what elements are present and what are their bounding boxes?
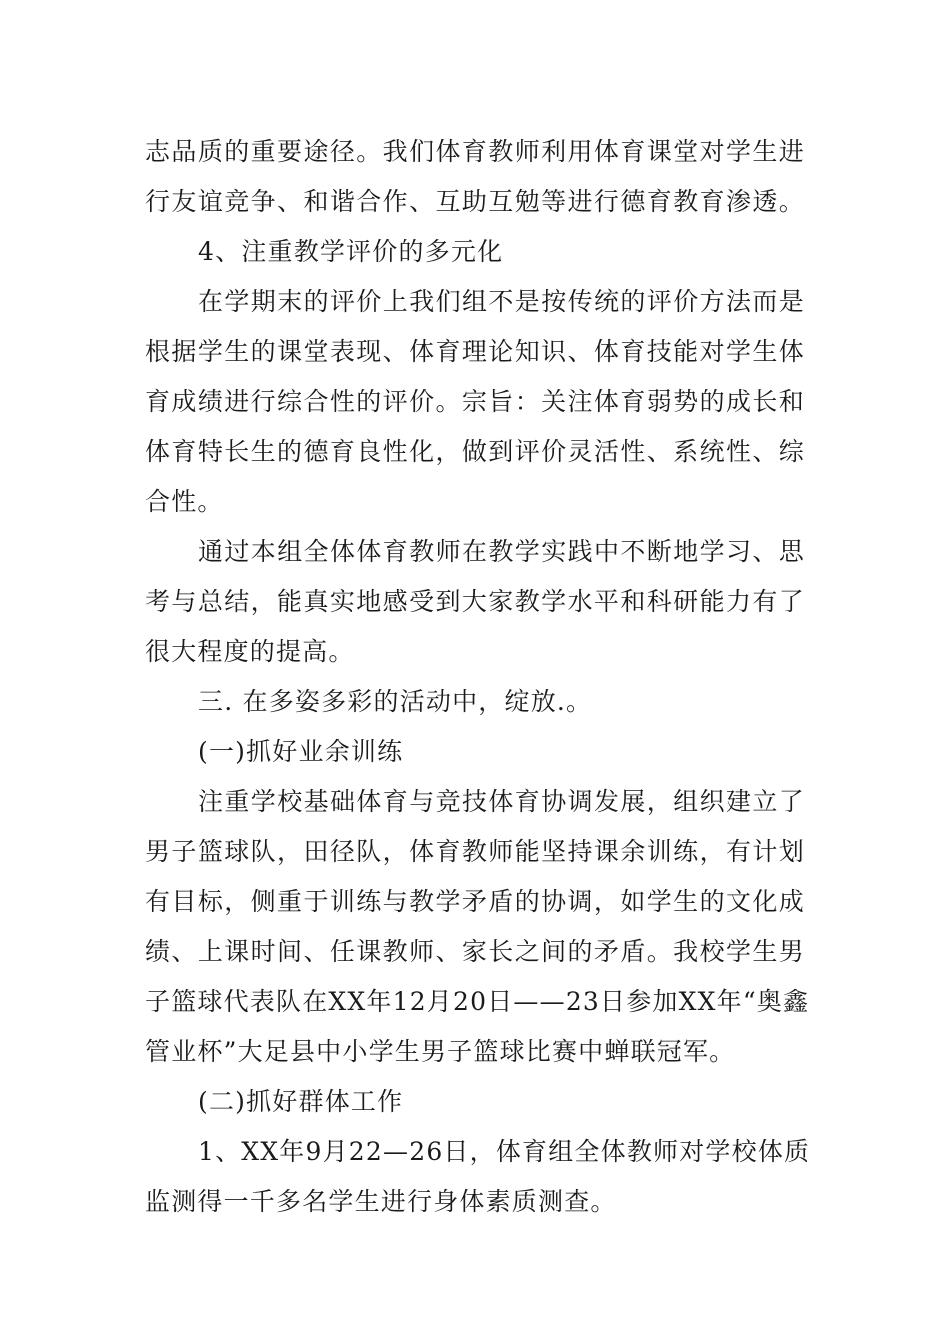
text-line: 绩、上课时间、任课教师、家长之间的矛盾。我校学生男 <box>145 937 805 966</box>
text-line: 通过本组全体体育教师在教学实践中不断地学习、思 <box>198 537 805 566</box>
text-line: 监测得一千多名学生进行身体素质测查。 <box>145 1187 617 1216</box>
text-line: 很大程度的提高。 <box>145 637 355 666</box>
text-line: 志品质的重要途径。我们体育教师利用体育课堂对学生进 <box>145 137 805 166</box>
text-line: 体育特长生的德育良性化，做到评价灵活性、系统性、综 <box>145 437 805 466</box>
subsection-heading: (二)抓好群体工作 <box>198 1087 404 1116</box>
subsection-heading: (一)抓好业余训练 <box>198 737 404 766</box>
text-line: 男子篮球队，田径队，体育教师能坚持课余训练，有计划 <box>145 837 805 866</box>
text-line: 管业杯”大足县中小学生男子篮球比赛中蝉联冠军。 <box>145 1037 736 1066</box>
text-line: 有目标，侧重于训练与教学矛盾的协调，如学生的文化成 <box>145 887 805 916</box>
text-line: 子篮球代表队在XX年12月20日——23日参加XX年“奥鑫 <box>145 987 810 1016</box>
text-line: 行友谊竞争、和谐合作、互助互勉等进行德育教育渗透。 <box>145 187 805 216</box>
text-line: 注重学校基础体育与竞技体育协调发展，组织建立了 <box>198 787 805 816</box>
section-heading: 三. 在多姿多彩的活动中，绽放.。 <box>198 687 593 716</box>
text-line: 在学期末的评价上我们组不是按传统的评价方法而是 <box>198 287 805 316</box>
section-heading: 4、注重教学评价的多元化 <box>198 237 504 266</box>
text-line: 考与总结，能真实地感受到大家教学水平和科研能力有了 <box>145 587 805 616</box>
text-line: 育成绩进行综合性的评价。宗旨：关注体育弱势的成长和 <box>145 387 805 416</box>
text-line: 合性。 <box>145 487 224 516</box>
text-line: 根据学生的课堂表现、体育理论知识、体育技能对学生体 <box>145 337 805 366</box>
text-line: 1、XX年9月22—26日，体育组全体教师对学校体质 <box>198 1137 811 1166</box>
